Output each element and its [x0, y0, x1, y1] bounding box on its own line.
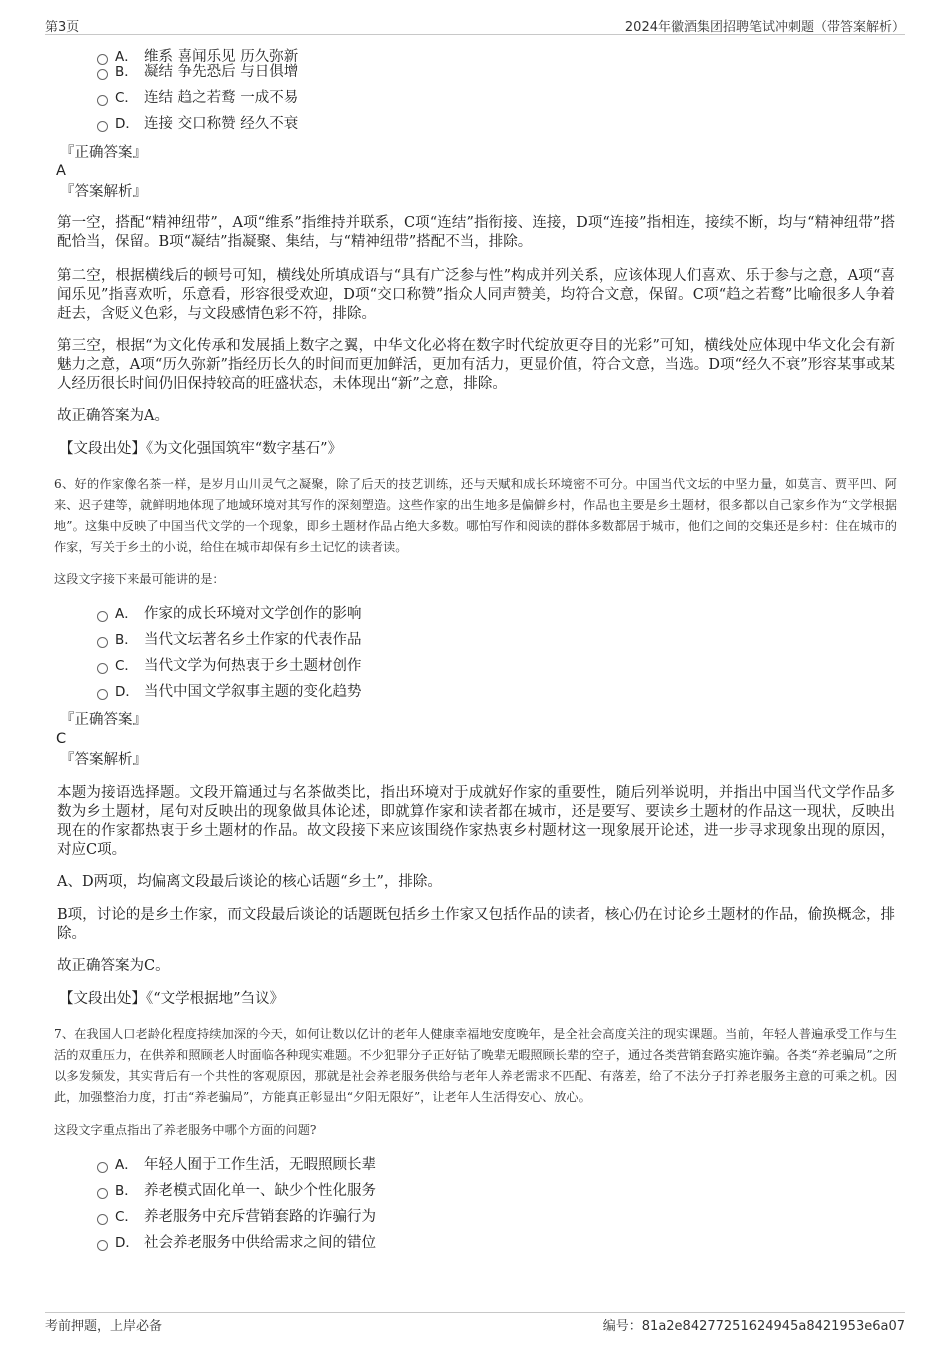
analysis-label: 『答案解析』	[60, 752, 147, 768]
analysis-paragraph: A、D两项，均偏离文段最后谈论的核心话题“乡土”，排除。	[57, 874, 442, 890]
radio-icon[interactable]	[97, 611, 108, 622]
radio-icon[interactable]	[97, 95, 108, 106]
page-footer	[45, 1312, 905, 1337]
question-prompt: 这段文字接下来最可能讲的是：	[54, 572, 225, 586]
radio-icon[interactable]	[97, 1162, 108, 1173]
radio-icon[interactable]	[97, 689, 108, 700]
answer-value: C	[56, 731, 67, 747]
analysis-paragraph: 第二空，根据横线后的顿号可知，横线处所填成语与“具有广泛参与性”构成并列关系，应该体现人们喜欢、乐于参与之意，A项“喜闻乐见”指喜欢听，乐意看，形容很受欢迎，D项“交口称赞”指众人同声赞美，均符合文意，保留。C项“趋之若鹜”比喻很多人争着赶去，含贬义色彩，与文段感情色彩不符，排除。	[57, 268, 895, 322]
analysis-paragraph: B项，讨论的是乡土作家，而文段最后谈论的话题既包括乡土作家又包括作品的读者，核心仍在讨论乡土题材的作品，偷换概念，排除。	[57, 907, 895, 942]
analysis-paragraph: 本题为接语选择题。文段开篇通过与名茶做类比，指出环境对于成就好作家的重要性，随后列举说明，并指出中国当代文学作品多数为乡土题材，尾句对反映出的现象做具体论述，即就算作家和读者都在城市，还是要写、要读乡土题材的作品这一现状，反映出现在的作家都热衷于乡土题材的作品。故文段接下来应该围绕作家热衷乡村题材这一现象展开论述，进一步寻求现象出现的原因，对应C项。	[57, 785, 895, 858]
answer-label: 『正确答案』	[60, 712, 147, 728]
radio-icon[interactable]	[97, 1188, 108, 1199]
question-prompt: 这段文字重点指出了养老服务中哪个方面的问题?	[54, 1123, 317, 1137]
answer-value: A	[56, 163, 66, 179]
answer-label: 『正确答案』	[60, 145, 147, 161]
radio-icon[interactable]	[97, 1214, 108, 1225]
question-stem: 6、好的作家像名茶一样，是岁月山川灵气之凝聚，除了后天的技艺训练，还与天赋和成长环境密不可分。中国当代文坛的中坚力量，如莫言、贾平凹、阿来、迟子建等，就鲜明地体现了地域环境对其写作的深刻塑造。这些作家的出生地多是偏僻乡村，作品也主要是乡土题材，很多都以自己家乡作为“文学根据地”。这集中反映了中国当代文学的一个现象，即乡土题材作品占绝大多数。哪怕写作和阅读的群体多数都居于城市，他们之间的交集还是乡村：住在城市的作家，写关于乡土的小说，给住在城市却保有乡土记忆的读者读。	[54, 477, 897, 554]
question-stem: 7、在我国人口老龄化程度持续加深的今天，如何让数以亿计的老年人健康幸福地安度晚年，是全社会高度关注的现实课题。当前，年轻人普遍承受工作与生活的双重压力，在供养和照顾老人时面临各种现实难题。不少犯罪分子正好钻了晚辈无暇照顾长辈的空子，通过各类营销套路实施诈骗。各类“养老骗局”之所以多发频发，其实背后有一个共性的客观原因，那就是社会养老服务供给与老年人养老需求不匹配、有落差，给了不法分子打养老服务主意的可乘之机。因此，加强整治力度，打击“养老骗局”，方能真正彰显出“夕阳无限好”，让老年人生活得安心、放心。	[54, 1027, 897, 1104]
analysis-paragraph: 第三空，根据“为文化传承和发展插上数字之翼，中华文化必将在数字时代绽放更夺目的光彩”可知，横线处应体现中华文化会有新魅力之意，A项“历久弥新”指经历长久的时间而更加鲜活，更加有活力，更显价值，符合文意，当选。D项“经久不衰”形容某事或某人经历很长时间仍旧保持较高的旺盛状态，未体现出“新”之意，排除。	[57, 338, 895, 392]
analysis-paragraph: 第一空，搭配“精神纽带”，A项“维系”指维持并联系，C项“连结”指衔接、连接，D项“连接”指相连，接续不断，均与“精神纽带”搭配恰当，保留。B项“凝结”指凝聚、集结，与“精神纽带”搭配不当，排除。	[57, 215, 895, 250]
document-id: 编号：81a2e84277251624945a8421953e6a07	[602, 1319, 905, 1334]
page-header	[45, 14, 905, 35]
source-citation: 【文段出处】《“文学根据地”刍议》	[59, 991, 285, 1007]
footer-slogan: 考前押题，上岸必备	[45, 1319, 163, 1334]
source-citation: 【文段出处】《为文化强国筑牢“数字基石”》	[59, 441, 343, 457]
analysis-label: 『答案解析』	[60, 184, 147, 200]
analysis-conclusion: 故正确答案为C。	[57, 958, 170, 974]
radio-icon[interactable]	[97, 54, 108, 65]
document-title: 2024年徽酒集团招聘笔试冲刺题（带答案解析）	[624, 20, 905, 35]
radio-icon[interactable]	[97, 121, 108, 132]
analysis-conclusion: 故正确答案为A。	[57, 408, 169, 424]
radio-icon[interactable]	[97, 637, 108, 648]
radio-icon[interactable]	[97, 1240, 108, 1251]
radio-icon[interactable]	[97, 69, 108, 80]
radio-icon[interactable]	[97, 663, 108, 674]
page-number: 第3页	[45, 20, 80, 35]
